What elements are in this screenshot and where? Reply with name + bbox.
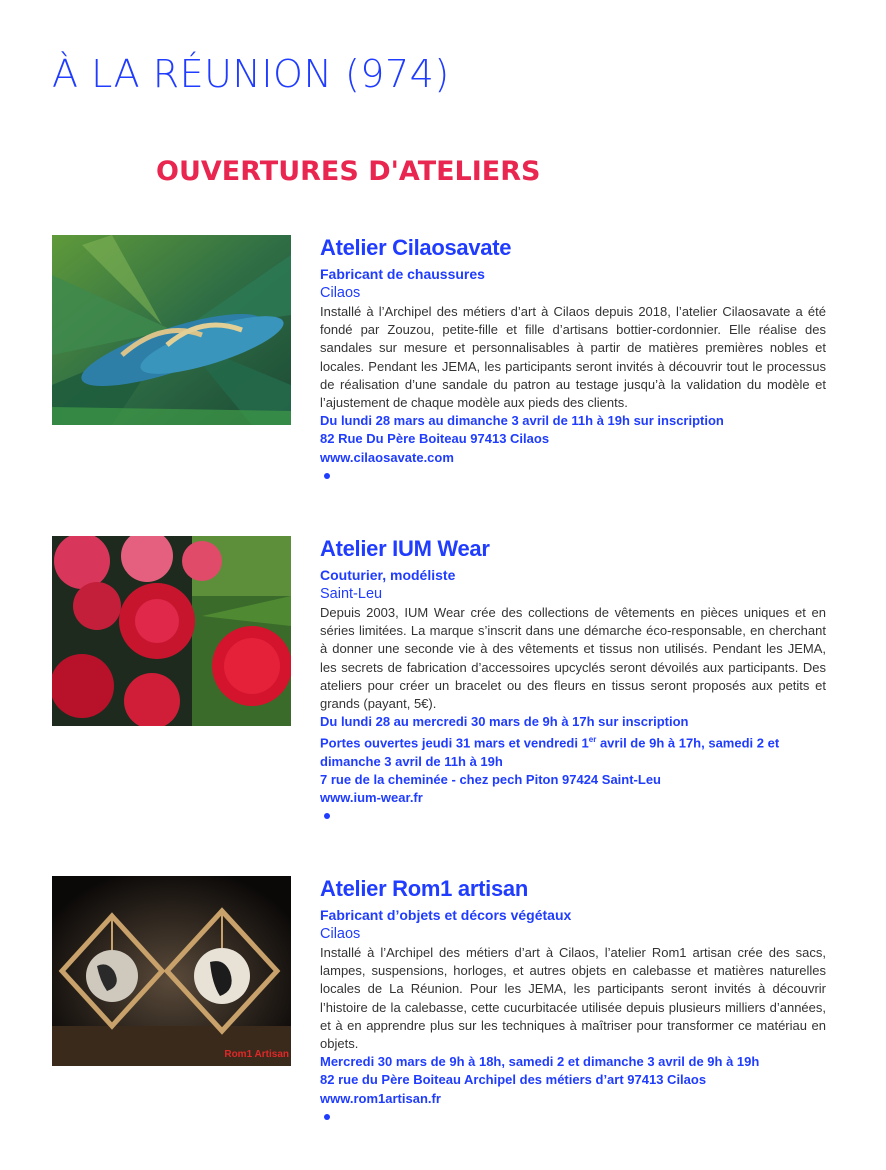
atelier-town: Saint-Leu — [320, 586, 383, 602]
atelier-craft: Fabricant de chaussures — [320, 266, 485, 282]
atelier-dates: Du lundi 28 mars au dimanche 3 avril de 11h à 19h sur inscription — [320, 413, 724, 429]
open-days-sup: er — [588, 735, 597, 745]
atelier-name: Atelier Cilaosavate — [320, 235, 512, 260]
open-days-prefix: Portes ouvertes jeudi 31 mars et vendredi 1 — [320, 735, 589, 751]
atelier-open-days — [320, 731, 826, 771]
atelier-address: 82 Rue Du Père Boiteau 97413 Cilaos — [320, 431, 550, 447]
atelier-website-link[interactable]: www.rom1artisan.fr — [320, 1090, 441, 1106]
atelier-description: Installé à l’Archipel des métiers d’art à Cilaos, l’atelier Rom1 artisan crée des sacs, lampes, suspensions, horloges, et autres objets en calebasse et matières naturelles locales de La Réunion. Pour les JEMA, les participants seront invités à découvrir l’histoire de la calebasse, cette cucurbitacée utilisée depuis plusieurs milliers d’années, et à en apprendre plus sur les techniques à maîtriser pour transformer ce matériau en objets. — [320, 945, 826, 1052]
bullet-icon — [324, 1114, 330, 1120]
bullet-icon — [324, 813, 330, 819]
atelier-description: Depuis 2003, IUM Wear crée des collections de vêtements en pièces uniques et en séries limitées. La marque s’inscrit dans une démarche éco-responsable, en cherchant à donner une seconde vie à des vêtements et tissus non utilisés. Pendant les JEMA, les secrets de fabrication d’accessoires upcyclés seront dévoilés aux participants. Des ateliers pour créer un bracelet ou des fleurs en tissus seront proposés aux petits et grands (payant, 5€). — [320, 605, 826, 712]
atelier-address: 82 rue du Père Boiteau Archipel des métiers d’art 97413 Cilaos — [320, 1072, 707, 1088]
fabric-flowers-photo — [52, 536, 291, 726]
atelier-name: Atelier Rom1 artisan — [320, 876, 528, 901]
atelier-town: Cilaos — [320, 926, 361, 942]
bullet-icon — [324, 473, 330, 479]
page-title: À LA RÉUNION (974) — [52, 52, 450, 96]
atelier-town: Cilaos — [320, 285, 361, 301]
atelier-dates: Mercredi 30 mars de 9h à 18h, samedi 2 et dimanche 3 avril de 9h à 19h — [320, 1054, 760, 1070]
atelier-craft: Fabricant d’objets et décors végétaux — [320, 907, 572, 923]
atelier-website-link[interactable]: www.cilaosavate.com — [320, 449, 454, 465]
atelier-address: 7 rue de la cheminée - chez pech Piton 97424 Saint-Leu — [320, 772, 662, 788]
photo-caption: Rom1 Artisan — [224, 1049, 289, 1060]
open-days-suffix: avril de 9h à 17h, samedi 2 et dimanche 3 avril de 11h à 19h — [320, 735, 780, 769]
sandals-photo — [52, 235, 291, 425]
atelier-craft: Couturier, modéliste — [320, 567, 456, 583]
section-title: OUVERTURES D'ATELIERS — [156, 156, 541, 187]
atelier-dates: Du lundi 28 au mercredi 30 mars de 9h à 17h sur inscription — [320, 714, 689, 730]
globe-lamps-photo — [52, 876, 291, 1066]
atelier-name: Atelier IUM Wear — [320, 536, 490, 561]
atelier-website-link[interactable]: www.ium-wear.fr — [320, 790, 423, 806]
atelier-description: Installé à l’Archipel des métiers d’art à Cilaos depuis 2018, l’atelier Cilaosavate a été fondé par Zouzou, petite-fille et fille d’artisans bottier-cordonnier. Elle réalise des sandales sur mesure et personnalisables à partir de matières premières nobles et locales. Pendant les JEMA, les participants seront invités à découvrir tout le processus de réalisation d’une sandale du patron au testage jusqu’à la validation du modèle et l’ajustement de chaque modèle aux pieds des clients. — [320, 304, 826, 411]
